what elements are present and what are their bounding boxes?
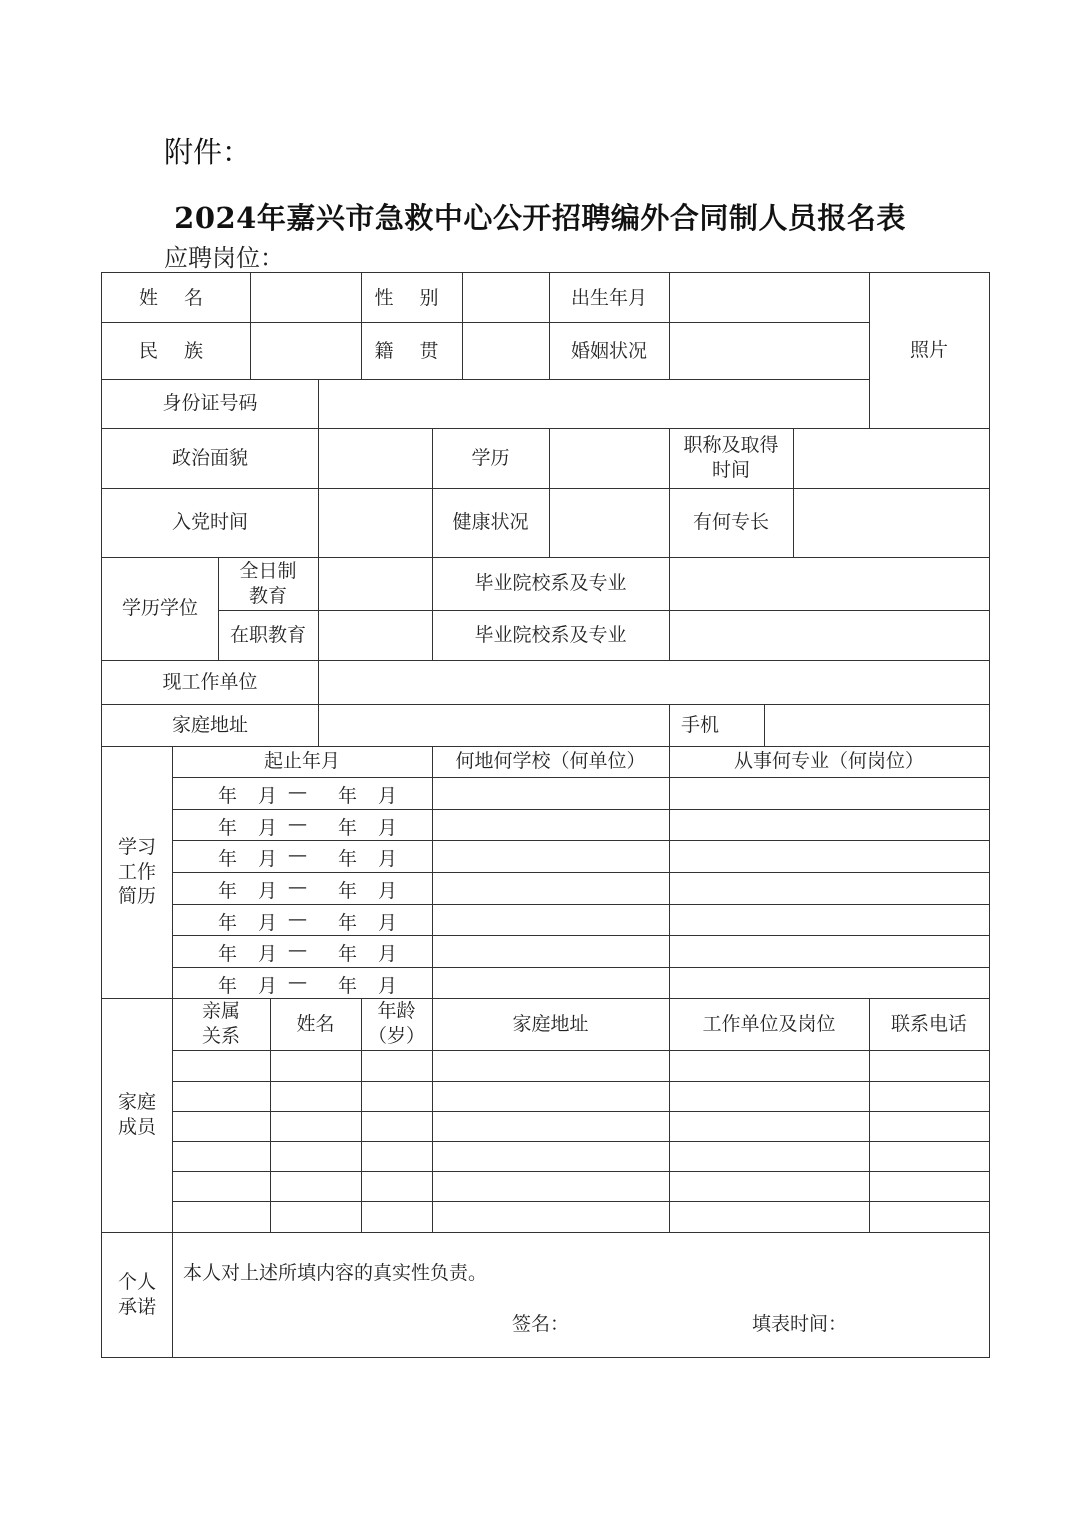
position-label: 应聘岗位： [164, 244, 284, 272]
family-address-field[interactable] [433, 1051, 669, 1081]
resume-date-m2: 月 [378, 817, 398, 839]
political-label: 政治面貌 [171, 446, 248, 469]
family-col-relation-line2: 关系 [201, 1025, 240, 1047]
birth-field[interactable] [669, 273, 869, 323]
degree-label: 学历学位 [121, 597, 198, 620]
family-col-name: 姓名 [296, 1012, 335, 1035]
resume-place-field[interactable] [433, 810, 668, 840]
family-address-field[interactable] [433, 1112, 669, 1141]
school-major-field-1[interactable] [669, 557, 989, 610]
resume-role-field[interactable] [670, 778, 988, 808]
resume-date-y2: 年 [338, 943, 358, 965]
attachment-label: 附件： [164, 135, 252, 169]
family-label [102, 998, 172, 1232]
employer-label: 现工作单位 [162, 670, 258, 693]
resume-col-period: 起止年月 [263, 750, 340, 773]
grid-line-v [989, 272, 990, 1358]
pledge-label-line2: 承诺 [117, 1295, 156, 1318]
pledge-statement: 本人对上述所填内容的真实性负责。 [183, 1262, 488, 1284]
parttime-field[interactable] [318, 610, 432, 660]
family-age-field[interactable] [362, 1202, 432, 1232]
address-label: 家庭地址 [171, 713, 248, 736]
education-field[interactable] [549, 428, 669, 488]
family-phone-field[interactable] [870, 1082, 989, 1111]
resume-date-y1: 年 [218, 848, 238, 870]
resume-date-y2: 年 [338, 785, 358, 807]
family-name-field[interactable] [271, 1051, 361, 1081]
resume-place-field[interactable] [433, 873, 668, 903]
resume-date-dash: — [288, 781, 307, 803]
resume-date-m2: 月 [378, 880, 398, 902]
resume-col-role: 从事何专业（何岗位） [733, 750, 924, 773]
family-label-line1: 家庭 [117, 1091, 156, 1114]
family-relation-field[interactable] [173, 1051, 270, 1081]
title-label-line2: 时间 [711, 459, 750, 481]
photo-box[interactable]: 照片 [909, 339, 948, 362]
resume-date-m2: 月 [378, 848, 398, 870]
resume-role-field[interactable] [670, 873, 988, 903]
resume-date-y1: 年 [218, 943, 238, 965]
resume-label-line3: 简历 [117, 885, 156, 908]
gender-label: 性 别 [374, 286, 449, 309]
resume-date-m2: 月 [378, 785, 398, 807]
resume-date-m1: 月 [258, 817, 278, 839]
family-work-field[interactable] [670, 1172, 869, 1201]
resume-role-field[interactable] [670, 905, 988, 935]
family-label-line2: 成员 [117, 1116, 156, 1138]
resume-place-field[interactable] [433, 841, 668, 871]
fulltime-label [218, 557, 318, 610]
marital-label: 婚姻状况 [570, 339, 647, 362]
family-name-field[interactable] [271, 1112, 361, 1141]
family-relation-field[interactable] [173, 1142, 270, 1171]
family-address-field[interactable] [433, 1082, 669, 1111]
family-work-field[interactable] [670, 1082, 869, 1111]
family-col-age-line1: 年龄 [377, 1000, 416, 1023]
family-relation-field[interactable] [173, 1172, 270, 1201]
family-col-age [361, 998, 432, 1050]
health-field[interactable] [549, 488, 669, 557]
family-name-field[interactable] [271, 1082, 361, 1111]
pledge-label [102, 1232, 172, 1357]
title-field[interactable] [793, 428, 989, 488]
resume-date-y1: 年 [218, 817, 238, 839]
name-label: 姓 名 [138, 286, 214, 309]
family-phone-field[interactable] [870, 1051, 989, 1081]
school-major-label-1: 毕业院校系及专业 [474, 572, 627, 595]
fill-date-label: 填表时间： [752, 1313, 848, 1335]
family-relation-field[interactable] [173, 1202, 270, 1232]
family-col-work: 工作单位及岗位 [702, 1012, 836, 1035]
resume-date-m1: 月 [258, 975, 278, 997]
resume-date-y2: 年 [338, 817, 358, 839]
resume-date-y1: 年 [218, 912, 238, 934]
education-label: 学历 [471, 446, 510, 469]
family-age-field[interactable] [362, 1082, 432, 1111]
family-name-field[interactable] [271, 1142, 361, 1171]
birth-label: 出生年月 [570, 286, 647, 309]
resume-date-m1: 月 [258, 785, 278, 807]
family-phone-field[interactable] [870, 1142, 989, 1171]
family-col-relation [172, 998, 270, 1050]
family-relation-field[interactable] [173, 1082, 270, 1111]
family-age-field[interactable] [362, 1051, 432, 1081]
resume-date-m1: 月 [258, 943, 278, 965]
ethnicity-field[interactable] [250, 323, 361, 379]
resume-date-m2: 月 [378, 975, 398, 997]
resume-date-y2: 年 [338, 848, 358, 870]
school-major-label-2: 毕业院校系及专业 [474, 623, 627, 646]
resume-date-m1: 月 [258, 912, 278, 934]
party-date-label: 入党时间 [171, 511, 248, 534]
mobile-field[interactable] [764, 704, 989, 746]
resume-date-dash: — [288, 971, 307, 993]
family-work-field[interactable] [670, 1051, 869, 1081]
resume-label-line2: 工作 [117, 860, 156, 883]
family-phone-field[interactable] [870, 1172, 989, 1201]
family-col-relation-line1: 亲属 [201, 1000, 240, 1023]
school-major-field-2[interactable] [669, 610, 989, 660]
name-field[interactable] [250, 273, 361, 323]
family-col-phone: 联系电话 [890, 1012, 967, 1035]
family-age-field[interactable] [362, 1112, 432, 1141]
political-field[interactable] [318, 428, 432, 488]
native-place-label: 籍 贯 [374, 339, 449, 362]
gender-field[interactable] [462, 273, 549, 323]
signature-label: 签名： [512, 1313, 570, 1335]
resume-date-dash: — [288, 813, 307, 835]
id-number-label: 身份证号码 [162, 392, 258, 415]
title-label-line1: 职称及取得 [683, 434, 779, 457]
title-label [669, 428, 793, 488]
resume-place-field[interactable] [433, 968, 668, 998]
id-number-field[interactable] [318, 379, 869, 428]
resume-date-y1: 年 [218, 880, 238, 902]
resume-date-dash: — [288, 876, 307, 898]
resume-date-y2: 年 [338, 975, 358, 997]
resume-date-m1: 月 [258, 848, 278, 870]
mobile-label: 手机 [681, 713, 720, 736]
resume-role-field[interactable] [670, 841, 988, 871]
resume-role-field[interactable] [670, 968, 988, 998]
fulltime-field[interactable] [318, 557, 432, 610]
resume-date-m2: 月 [378, 943, 398, 965]
resume-date-dash: — [288, 844, 307, 866]
marital-field[interactable] [669, 323, 869, 379]
employer-field[interactable] [318, 660, 989, 704]
resume-label-line1: 学习 [117, 835, 156, 858]
fulltime-line1: 全日制 [239, 559, 297, 582]
grid-line-h [101, 1232, 990, 1233]
resume-date-m2: 月 [378, 912, 398, 934]
family-name-field[interactable] [271, 1172, 361, 1201]
family-address-field[interactable] [433, 1202, 669, 1232]
family-work-field[interactable] [670, 1142, 869, 1171]
family-phone-field[interactable] [870, 1112, 989, 1141]
resume-col-place: 何地何学校（何单位） [455, 750, 646, 773]
specialty-label: 有何专长 [692, 511, 769, 534]
family-work-field[interactable] [670, 1112, 869, 1141]
fulltime-line2: 教育 [248, 584, 287, 607]
ethnicity-label: 民 族 [138, 339, 214, 362]
resume-role-field[interactable] [670, 810, 988, 840]
resume-place-field[interactable] [433, 778, 668, 808]
resume-date-dash: — [288, 908, 307, 930]
family-name-field[interactable] [271, 1202, 361, 1232]
resume-label [102, 746, 172, 998]
family-address-field[interactable] [433, 1142, 669, 1171]
grid-line-h [101, 1357, 990, 1358]
resume-date-dash: — [288, 939, 307, 961]
resume-date-y2: 年 [338, 912, 358, 934]
family-age-field[interactable] [362, 1142, 432, 1171]
family-relation-field[interactable] [173, 1112, 270, 1141]
family-col-age-line2: （岁） [367, 1025, 425, 1047]
resume-date-y2: 年 [338, 880, 358, 902]
form-title: 2024年嘉兴市急救中心公开招聘编外合同制人员报名表 [174, 201, 906, 235]
pledge-label-line1: 个人 [117, 1270, 156, 1293]
family-col-address: 家庭地址 [512, 1012, 589, 1035]
family-age-field[interactable] [362, 1172, 432, 1201]
resume-place-field[interactable] [433, 905, 668, 935]
resume-place-field[interactable] [433, 936, 668, 966]
resume-date-m1: 月 [258, 880, 278, 902]
family-address-field[interactable] [433, 1172, 669, 1201]
family-phone-field[interactable] [870, 1202, 989, 1232]
native-place-field[interactable] [462, 323, 549, 379]
resume-date-y1: 年 [218, 785, 238, 807]
party-date-field[interactable] [318, 488, 432, 557]
address-field[interactable] [318, 704, 669, 746]
health-label: 健康状况 [452, 511, 529, 534]
resume-date-y1: 年 [218, 975, 238, 997]
specialty-field[interactable] [793, 488, 989, 557]
family-work-field[interactable] [670, 1202, 869, 1232]
parttime-label: 在职教育 [229, 623, 306, 646]
resume-role-field[interactable] [670, 936, 988, 966]
